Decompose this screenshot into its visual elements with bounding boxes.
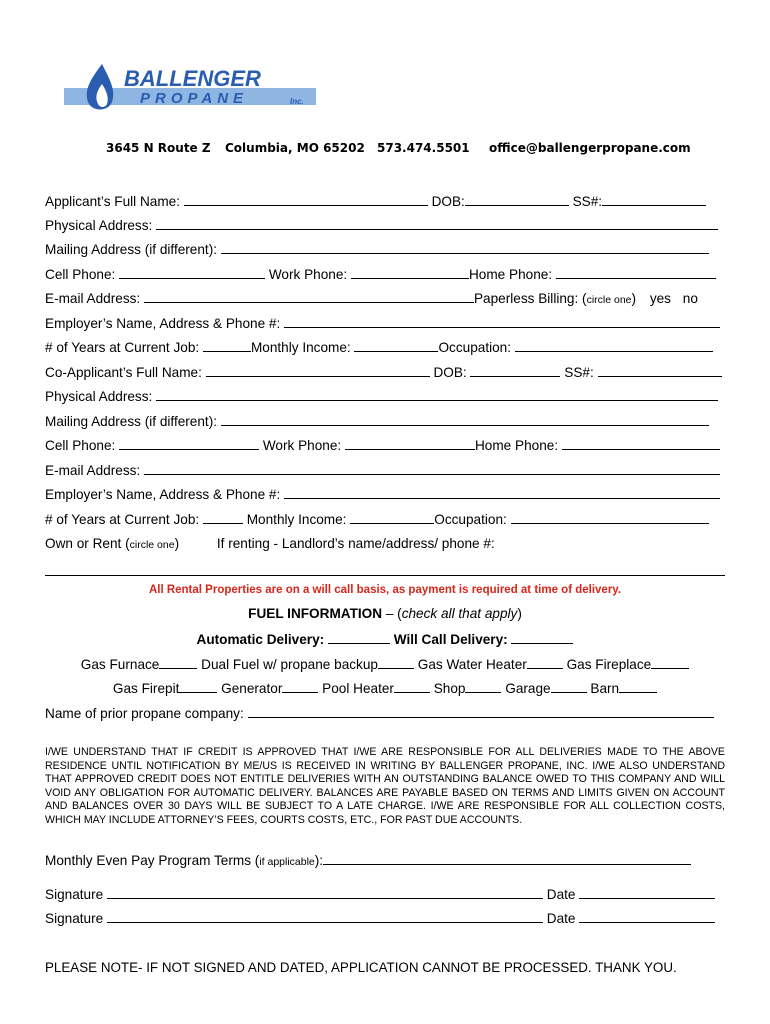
coapplicant-name-row xyxy=(45,364,722,381)
applicant-years-field[interactable] xyxy=(203,339,251,352)
gas-fireplace-field[interactable] xyxy=(651,656,689,669)
applicant-dob-label: DOB: xyxy=(431,194,465,209)
own-rent-row xyxy=(45,536,495,553)
applicant-cell-label: Cell Phone: xyxy=(45,267,116,282)
own-rent-label: Own or Rent ( xyxy=(45,536,130,551)
applicant-mailing-field[interactable] xyxy=(221,241,709,254)
applicant-name-field[interactable] xyxy=(184,193,428,206)
coapplicant-employer-label: Employer’s Name, Address & Phone #: xyxy=(45,487,281,502)
signature-field-2[interactable] xyxy=(107,910,543,923)
coapplicant-ss-label: SS#: xyxy=(564,365,594,380)
shop-field[interactable] xyxy=(465,680,501,693)
applicant-name-row xyxy=(45,193,706,210)
coapplicant-mailing-field[interactable] xyxy=(221,413,709,426)
coapplicant-income-label: Monthly Income: xyxy=(246,512,347,527)
even-pay-row xyxy=(45,852,691,870)
logo-sub: PROPANE xyxy=(140,90,249,107)
appliance-row-2 xyxy=(0,680,770,696)
generator-field[interactable] xyxy=(282,680,318,693)
applicant-email-row xyxy=(45,290,698,308)
applicant-home-field[interactable] xyxy=(556,266,716,279)
appliance-row-1 xyxy=(0,656,770,672)
coapplicant-phones-row xyxy=(45,437,720,454)
applicant-work-label: Work Phone: xyxy=(268,267,348,282)
company-email: office@ballengerpropane.com xyxy=(489,141,691,155)
date-label-2: Date xyxy=(546,911,576,926)
will-call-delivery-label: Will Call Delivery: xyxy=(393,632,508,647)
applicant-years-label: # of Years at Current Job: xyxy=(45,340,200,355)
paperless-yes[interactable]: yes xyxy=(649,291,671,306)
applicant-dob-field[interactable] xyxy=(465,193,569,206)
signature-row-2 xyxy=(45,910,715,927)
gas-furnace-label: Gas Furnace xyxy=(80,657,160,672)
gas-water-heater-field[interactable] xyxy=(527,656,563,669)
prior-company-label: Name of prior propane company: xyxy=(45,706,244,721)
landlord-field[interactable] xyxy=(45,575,725,576)
date-field-2[interactable] xyxy=(579,910,715,923)
applicant-income-label: Monthly Income: xyxy=(250,340,351,355)
even-pay-label: Monthly Even Pay Program Terms ( xyxy=(45,853,260,868)
applicant-occupation-field[interactable] xyxy=(515,339,713,352)
company-phone: 573.474.5501 xyxy=(377,141,470,155)
coapplicant-work-field[interactable] xyxy=(345,437,475,450)
coapplicant-physical-field[interactable] xyxy=(156,388,718,401)
signature-field-1[interactable] xyxy=(107,886,543,899)
signature-label-1: Signature xyxy=(45,887,104,902)
coapplicant-cell-label: Cell Phone: xyxy=(45,438,116,453)
even-pay-close: ): xyxy=(314,853,324,868)
applicant-phones-row xyxy=(45,266,716,283)
applicant-mailing-label: Mailing Address (if different): xyxy=(45,242,218,257)
applicant-income-field[interactable] xyxy=(354,339,438,352)
applicant-employer-label: Employer’s Name, Address & Phone #: xyxy=(45,316,281,331)
applicant-name-label: Applicant’s Full Name: xyxy=(45,194,180,209)
applicant-email-field[interactable] xyxy=(144,290,474,303)
prior-company-row xyxy=(45,705,714,722)
garage-label: Garage xyxy=(505,681,551,696)
rental-notice: All Rental Properties are on a will call basis, as payment is required at time of delivery. xyxy=(148,584,622,596)
coapplicant-income-field[interactable] xyxy=(350,511,434,524)
applicant-physical-field[interactable] xyxy=(156,217,718,230)
coapplicant-email-label: E-mail Address: xyxy=(45,463,141,478)
gas-firepit-field[interactable] xyxy=(179,680,217,693)
coapplicant-job-row xyxy=(45,511,709,528)
ballenger-propane-logo xyxy=(62,62,320,114)
garage-field[interactable] xyxy=(551,680,587,693)
prior-company-field[interactable] xyxy=(248,705,714,718)
barn-label: Barn xyxy=(590,681,620,696)
signature-row-1 xyxy=(45,886,715,903)
coapplicant-home-field[interactable] xyxy=(562,437,720,450)
coapplicant-work-label: Work Phone: xyxy=(262,438,342,453)
fuel-title: FUEL INFORMATION xyxy=(248,606,383,621)
coapplicant-mailing-row xyxy=(45,413,709,430)
coapplicant-years-field[interactable] xyxy=(203,511,243,524)
paperless-label: Paperless Billing: ( xyxy=(473,291,587,306)
automatic-delivery-label: Automatic Delivery: xyxy=(196,632,325,647)
applicant-job-row xyxy=(45,339,713,356)
applicant-ss-label: SS#: xyxy=(572,194,603,209)
paperless-no[interactable]: no xyxy=(682,291,698,306)
applicant-physical-row xyxy=(45,217,718,234)
delivery-row xyxy=(0,631,770,647)
footer-note: PLEASE NOTE- IF NOT SIGNED AND DATED, APPLICATION CANNOT BE PROCESSED. THANK YOU. xyxy=(45,960,677,975)
pool-heater-field[interactable] xyxy=(394,680,430,693)
automatic-delivery-field[interactable] xyxy=(328,631,390,644)
gas-fireplace-label: Gas Fireplace xyxy=(566,657,652,672)
coapplicant-name-field[interactable] xyxy=(206,364,430,377)
coapplicant-physical-row xyxy=(45,388,718,405)
logo-inc: Inc. xyxy=(290,97,304,106)
gas-water-heater-label: Gas Water Heater xyxy=(417,657,527,672)
coapplicant-mailing-label: Mailing Address (if different): xyxy=(45,414,218,429)
paperless-circle-one: circle one xyxy=(586,294,632,306)
date-label-1: Date xyxy=(546,887,576,902)
own-rent-circle-one: circle one xyxy=(129,539,175,551)
applicant-employer-row xyxy=(45,315,720,332)
logo-name: BALLENGER xyxy=(124,66,261,91)
coapplicant-dob-label: DOB: xyxy=(433,365,467,380)
coapplicant-dob-field[interactable] xyxy=(470,364,560,377)
dual-fuel-label: Dual Fuel w/ propane backup xyxy=(201,657,378,672)
company-city: Columbia, MO 65202 xyxy=(225,141,365,155)
fuel-subtitle: check all that apply xyxy=(401,606,518,621)
coapplicant-physical-label: Physical Address: xyxy=(45,389,153,404)
generator-label: Generator xyxy=(221,681,283,696)
pool-heater-label: Pool Heater xyxy=(322,681,394,696)
coapplicant-email-row xyxy=(45,462,720,479)
coapplicant-home-label: Home Phone: xyxy=(474,438,559,453)
barn-field[interactable] xyxy=(619,680,657,693)
applicant-employer-field[interactable] xyxy=(284,315,720,328)
applicant-cell-field[interactable] xyxy=(119,266,265,279)
applicant-work-field[interactable] xyxy=(351,266,469,279)
company-address: 3645 N Route Z xyxy=(106,141,211,155)
paperless-close: ) xyxy=(631,291,637,306)
applicant-email-label: E-mail Address: xyxy=(45,291,141,306)
coapplicant-cell-field[interactable] xyxy=(119,437,259,450)
applicant-ss-field[interactable] xyxy=(602,193,706,206)
coapplicant-email-field[interactable] xyxy=(144,462,720,475)
coapplicant-occupation-field[interactable] xyxy=(511,511,709,524)
will-call-delivery-field[interactable] xyxy=(511,631,573,644)
applicant-occupation-label: Occupation: xyxy=(438,340,512,355)
gas-firepit-label: Gas Firepit xyxy=(112,681,180,696)
dual-fuel-field[interactable] xyxy=(378,656,414,669)
even-pay-field[interactable] xyxy=(323,852,691,865)
landlord-label: If renting - Landlord’s name/address/ phone #: xyxy=(216,536,495,551)
coapplicant-occupation-label: Occupation: xyxy=(434,512,507,527)
fuel-close: ) xyxy=(517,606,522,621)
date-field-1[interactable] xyxy=(579,886,715,899)
terms-paragraph: I/WE UNDERSTAND THAT IF CREDIT IS APPROVED THAT I/WE ARE RESPONSIBLE FOR ALL DELIVERIES MADE TO THE ABOVE RESIDENCE UNTIL NOTIFICATION BY ME/US IS RECEIVED IN WRITING BY BALLENGER PROPANE, INC. I/WE ALSO UNDERSTAND THAT APPROVED CREDIT DOES NOT ENTITLE DELIVERIES WITH AN OUTSTANDING BALANCE OWED TO THIS COMPANY AND WILL VOID ANY OBLIGATION FOR AUTOMATIC DELIVERY. BALANCES ARE PAYABLE BASED ON TERMS AND LIMITS GIVEN ON ACCOUNT AND BALANCES OVER 30 DAYS WILL BE SUBJECT TO A LATE CHARGE. I/WE ARE RESPONSIBLE FOR ALL COLLECTION COSTS, WHICH MAY INCLUDE ATTORNEY’S FEES, COURTS COSTS, ETC., FOR PAST DUE ACCOUNTS. xyxy=(45,746,725,826)
own-rent-close: ) xyxy=(174,536,180,551)
shop-label: Shop xyxy=(433,681,466,696)
signature-label-2: Signature xyxy=(45,911,104,926)
coapplicant-employer-field[interactable] xyxy=(284,486,720,499)
gas-furnace-field[interactable] xyxy=(159,656,197,669)
fuel-title-row xyxy=(0,606,770,621)
coapplicant-employer-row xyxy=(45,486,720,503)
applicant-physical-label: Physical Address: xyxy=(45,218,153,233)
coapplicant-ss-field[interactable] xyxy=(598,364,722,377)
coapplicant-years-label: # of Years at Current Job: xyxy=(45,512,200,527)
coapplicant-name-label: Co-Applicant’s Full Name: xyxy=(45,365,202,380)
even-pay-if-applicable: if applicable xyxy=(259,856,315,868)
applicant-home-label: Home Phone: xyxy=(468,267,553,282)
applicant-mailing-row xyxy=(45,241,709,258)
fuel-dash: – ( xyxy=(382,606,402,621)
